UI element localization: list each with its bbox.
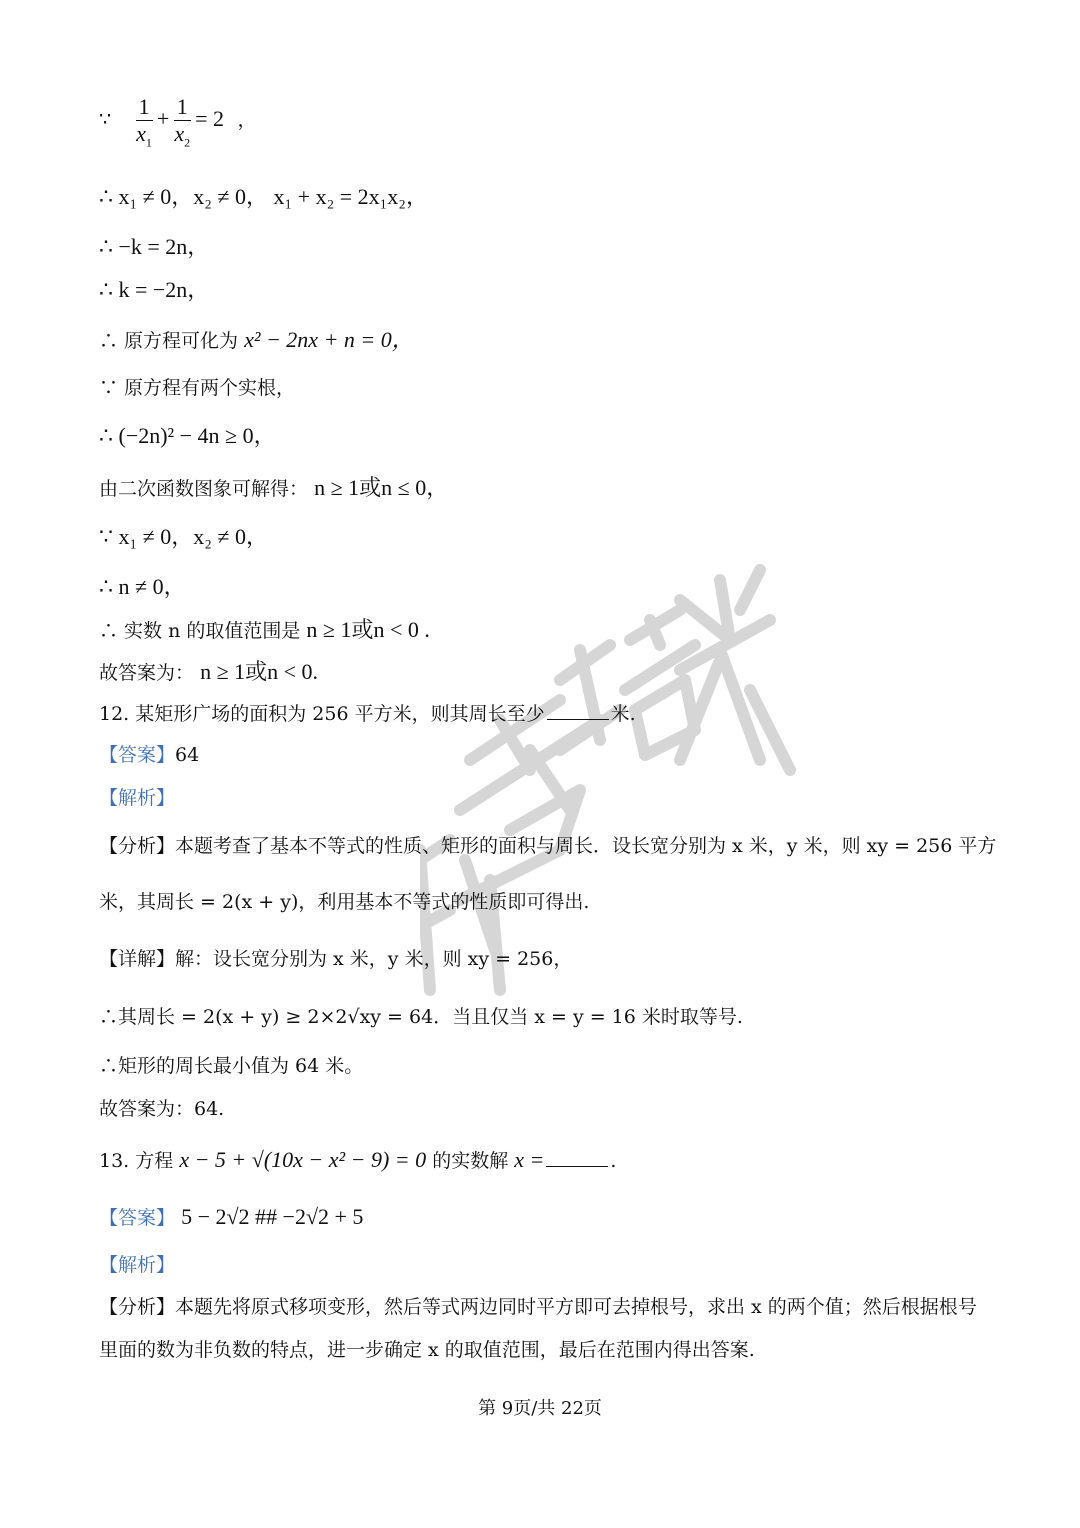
question-12-text: 12. 某矩形广场的面积为 256 平方米，则其周长至少 <box>99 703 545 725</box>
q12-xiangjie-2: ∴其周长 = 2(x + y) ≥ 2×2√xy = 64．当且仅当 x = y = 16 米时取等号. <box>99 1006 743 1028</box>
q12-fenxi-2: 米，其周长 = 2(x + y)，利用基本不等式的性质即可得出. <box>99 891 590 913</box>
line-discriminant: ∴ (−2n)² − 4n ≥ 0， <box>99 423 276 448</box>
question-13-var: x = <box>514 1147 545 1172</box>
question-13-mid: 的实数解 <box>432 1150 509 1172</box>
line-n-nonzero: ∴ n ≠ 0， <box>99 574 186 599</box>
range-math: n ≥ 1或n < 0 . <box>306 617 430 642</box>
final-answer-math: n ≥ 1或n < 0. <box>200 659 319 684</box>
q13-analysis-tag: 【解析】 <box>99 1254 176 1276</box>
line-solve-graph <box>99 477 448 499</box>
question-12 <box>99 705 636 724</box>
question-13 <box>99 1149 616 1171</box>
q12-answer: 64 <box>175 744 200 766</box>
answer-tag-13: 【答案】 <box>99 1207 176 1229</box>
rewrite-text: ∴ 原方程可化为 <box>99 330 239 352</box>
line-x-nonzero-2: ∵ x₁ ≠ 0，x₂ ≠ 0， <box>99 524 268 549</box>
question-13-prefix: 13. 方程 <box>99 1150 174 1172</box>
line-k-value: ∴ k = −2n， <box>99 277 210 302</box>
q12-xiangjie-3: ∴矩形的周长最小值为 64 米。 <box>99 1055 364 1077</box>
question-13-end: . <box>610 1150 617 1172</box>
q13-fenxi-text-1: 本题先将原式移项变形，然后等式两边同时平方即可去掉根号，求出 x 的两个值；然后根据根号 <box>175 1296 977 1318</box>
range-text: ∴ 实数 n 的取值范围是 <box>99 620 301 642</box>
fenxi-tag: 【分析】 <box>99 835 176 857</box>
q12-analysis-tag: 【解析】 <box>99 787 176 809</box>
line-x-nonzero: ∴ x₁ ≠ 0，x₂ ≠ 0， x₁ + x₂ = 2x₁x₂， <box>99 184 428 209</box>
q13-answer-line <box>99 1206 363 1228</box>
fraction-1-over-x2: $\frac{1}{x_2}$ <box>174 94 191 150</box>
final-answer-label: 故答案为： <box>99 662 195 684</box>
line-two-roots: ∵ 原方程有两个实根， <box>99 377 296 399</box>
comma: ， <box>237 108 257 131</box>
q13-fenxi-1 <box>99 1298 977 1317</box>
answer-blank-13 <box>546 1152 608 1167</box>
solve-text: 由二次函数图象可解得： <box>99 478 309 500</box>
line-final-answer-11 <box>99 661 318 683</box>
q12-fenxi-1 <box>99 837 996 856</box>
solve-math: n ≥ 1或n ≤ 0， <box>314 475 449 500</box>
line-equation-rewrite <box>99 329 414 351</box>
line-minus-k: ∴ −k = 2n， <box>99 234 210 259</box>
q12-answer-line <box>99 746 199 765</box>
line-condition: ∵ $\frac{1}{x_1}$ + $\frac{1}{x_2}$ = 2 ， <box>99 94 257 150</box>
q12-xiangjie-1 <box>99 950 572 969</box>
answer-blank <box>547 705 609 720</box>
rewrite-math: x² − 2nx + n = 0， <box>244 327 414 352</box>
page-footer: 第 9页/共 22页 <box>478 1398 602 1419</box>
because-symbol: ∵ <box>99 108 112 131</box>
answer-tag: 【答案】 <box>99 744 176 766</box>
question-13-equation: x − 5 + √(10x − x² − 9) = 0 <box>179 1147 427 1172</box>
q13-answer: 5 − 2√2 ## −2√2 + 5 <box>181 1204 364 1229</box>
q13-fenxi-2: 里面的数为非负数的特点，进一步确定 x 的取值范围，最后在范围内得出答案. <box>99 1339 755 1361</box>
xiangjie-tag: 【详解】 <box>99 948 176 970</box>
q12-final: 故答案为：64. <box>99 1098 225 1120</box>
fenxi-tag-13: 【分析】 <box>99 1296 176 1318</box>
q12-fenxi-text-1: 本题考查了基本不等式的性质、矩形的面积与周长．设长宽分别为 x 米，y 米，则 xy = 256 平方 <box>175 835 997 857</box>
fraction-1-over-x1: $\frac{1}{x_1}$ <box>136 94 152 150</box>
question-12-end: 米. <box>610 703 636 725</box>
q12-xiangjie-text-1: 解：设长宽分别为 x 米，y 米，则 xy = 256， <box>175 948 573 970</box>
line-range <box>99 619 430 641</box>
